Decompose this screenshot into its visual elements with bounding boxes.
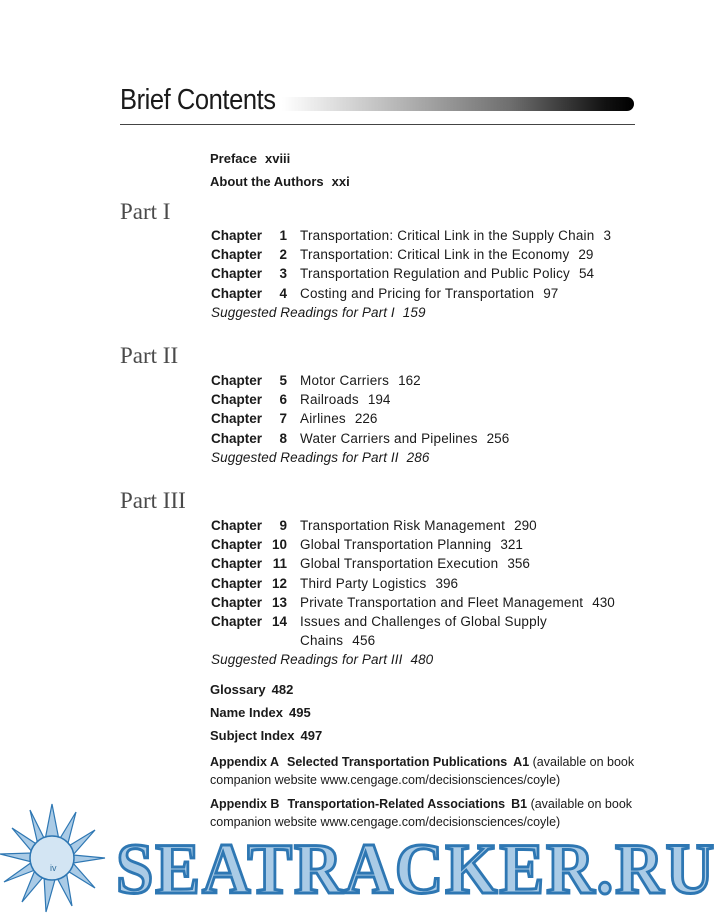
chapter-label: Chapter [211, 266, 263, 282]
entry-label: Glossary [210, 682, 266, 697]
appendix-label: Appendix B [210, 797, 280, 811]
chapter-number: 4 [279, 285, 287, 301]
chapter-page: 54 [579, 266, 595, 282]
chapter-label: Chapter [211, 285, 263, 301]
chapter-page: 430 [592, 594, 615, 610]
chapter-entry[interactable] [211, 409, 651, 428]
chapter-number: 7 [279, 411, 287, 427]
chapter-list-part-3 [211, 516, 651, 669]
chapter-number: 13 [271, 594, 287, 610]
chapter-page: 290 [514, 518, 537, 533]
appendix-title: Selected Transportation Publications [286, 755, 508, 769]
chapter-title: Costing and Pricing for Transportation [300, 285, 535, 301]
chapter-title: Transportation Risk Management [300, 518, 506, 533]
entry-page: xviii [264, 151, 291, 166]
back-matter-subject-index[interactable] [210, 728, 322, 743]
chapter-number: 9 [279, 518, 287, 533]
chapter-number: 14 [271, 614, 287, 630]
chapter-entry[interactable] [211, 371, 651, 390]
chapter-label: Chapter [211, 247, 263, 263]
chapter-entry[interactable] [211, 516, 651, 535]
readings-label: Suggested Readings for Part II [211, 449, 399, 465]
chapter-label: Chapter [211, 518, 263, 533]
entry-label: About the Authors [210, 174, 324, 189]
chapter-label: Chapter [211, 594, 263, 610]
chapter-title: Global Transportation Planning [300, 537, 492, 553]
chapter-number: 1 [279, 228, 287, 243]
chapter-page: 226 [354, 411, 378, 427]
chapter-title: Airlines [300, 411, 346, 427]
chapter-entry[interactable] [211, 429, 651, 448]
readings-page: 480 [410, 652, 434, 668]
chapter-entry[interactable] [211, 264, 651, 283]
back-matter-glossary[interactable] [210, 682, 293, 697]
page-title: Brief Contents [120, 84, 276, 116]
chapter-page: 321 [500, 537, 523, 553]
chapter-entry[interactable] [211, 284, 651, 303]
chapter-number: 8 [279, 430, 287, 446]
sunburst-icon [0, 804, 105, 912]
chapter-page: 3 [603, 228, 611, 243]
front-matter-about-authors[interactable] [210, 174, 350, 189]
appendix-note: (available on book companion website www.cengage.com/decisionsciences/coyle) [210, 755, 635, 787]
chapter-label: Chapter [211, 556, 263, 572]
chapter-title: Motor Carriers [300, 373, 390, 388]
entry-page: 497 [300, 728, 323, 743]
readings-page: 159 [402, 304, 426, 320]
entry-page: 495 [288, 705, 311, 720]
title-rule [120, 124, 635, 125]
chapter-entry[interactable] [211, 593, 651, 612]
watermark [0, 790, 728, 916]
entry-label: Subject Index [210, 728, 295, 743]
readings-page: 286 [406, 449, 430, 465]
chapter-number: 6 [279, 392, 287, 408]
part-heading: Part I [120, 199, 171, 224]
entry-page: xxi [331, 174, 350, 189]
appendix-a-entry[interactable] [210, 753, 640, 789]
front-matter-preface[interactable] [210, 151, 290, 166]
chapter-number: 12 [271, 575, 287, 591]
chapter-number: 10 [271, 537, 287, 553]
chapter-list-part-1 [211, 226, 651, 322]
chapter-title [300, 612, 570, 650]
suggested-readings[interactable] [211, 303, 651, 322]
suggested-readings[interactable] [211, 650, 651, 669]
chapter-title: Railroads [300, 392, 359, 408]
chapter-entry[interactable] [211, 226, 651, 245]
chapter-label: Chapter [211, 537, 263, 553]
back-matter-name-index[interactable] [210, 705, 311, 720]
chapter-page: 256 [486, 430, 510, 446]
chapter-label: Chapter [211, 575, 263, 591]
chapter-entry[interactable] [211, 535, 651, 554]
chapter-entry[interactable] [211, 574, 651, 593]
part-heading: Part II [120, 343, 179, 368]
appendix-code: B1 [511, 797, 528, 811]
watermark-text: SEATRACKER.RU [116, 829, 716, 909]
chapter-label: Chapter [211, 430, 263, 446]
appendix-title: Transportation-Related Associations [287, 797, 506, 811]
chapter-number: 2 [279, 247, 287, 263]
page-number: iv [50, 863, 57, 873]
chapter-title: Global Transportation Execution [300, 556, 499, 572]
chapter-title: Transportation: Critical Link in the Supply Chain [300, 228, 595, 243]
entry-label: Name Index [210, 705, 283, 720]
chapter-label: Chapter [211, 411, 263, 427]
chapter-title: Transportation Regulation and Public Policy [300, 266, 570, 282]
title-gradient-bar [282, 97, 634, 111]
chapter-list-part-2 [211, 371, 651, 467]
chapter-title: Transportation: Critical Link in the Economy [300, 247, 570, 263]
chapter-page: 162 [398, 373, 421, 388]
entry-label: Preface [210, 151, 257, 166]
chapter-label: Chapter [211, 392, 263, 408]
chapter-title: Water Carriers and Pipelines [300, 430, 478, 446]
chapter-label: Chapter [211, 228, 263, 243]
appendix-code: A1 [513, 755, 530, 769]
chapter-page: 97 [543, 285, 559, 301]
chapter-page: 356 [507, 556, 530, 572]
readings-label: Suggested Readings for Part I [211, 304, 395, 320]
suggested-readings[interactable] [211, 448, 651, 467]
chapter-page: 396 [435, 575, 459, 591]
chapter-entry[interactable] [211, 390, 651, 409]
chapter-title: Private Transportation and Fleet Management [300, 594, 584, 610]
chapter-number: 3 [279, 266, 287, 282]
chapter-page: 29 [578, 247, 594, 263]
chapter-entry[interactable] [211, 554, 651, 573]
appendix-label: Appendix A [210, 755, 279, 769]
chapter-page: 456 [352, 633, 376, 649]
entry-page: 482 [271, 682, 294, 697]
readings-label: Suggested Readings for Part III [211, 652, 403, 668]
part-heading: Part III [120, 488, 186, 513]
chapter-label: Chapter [211, 614, 263, 630]
chapter-title-text: Issues and Challenges of Global Supply Chains [300, 614, 548, 649]
chapter-entry[interactable] [211, 612, 651, 650]
chapter-title: Third Party Logistics [300, 575, 427, 591]
chapter-entry[interactable] [211, 245, 651, 264]
appendix-note: (available on book companion website www.cengage.com/decisionsciences/coyle) [210, 797, 633, 829]
chapter-label: Chapter [211, 373, 263, 388]
chapter-number: 5 [279, 373, 287, 388]
chapter-page: 194 [367, 392, 391, 408]
chapter-number: 11 [272, 556, 287, 572]
